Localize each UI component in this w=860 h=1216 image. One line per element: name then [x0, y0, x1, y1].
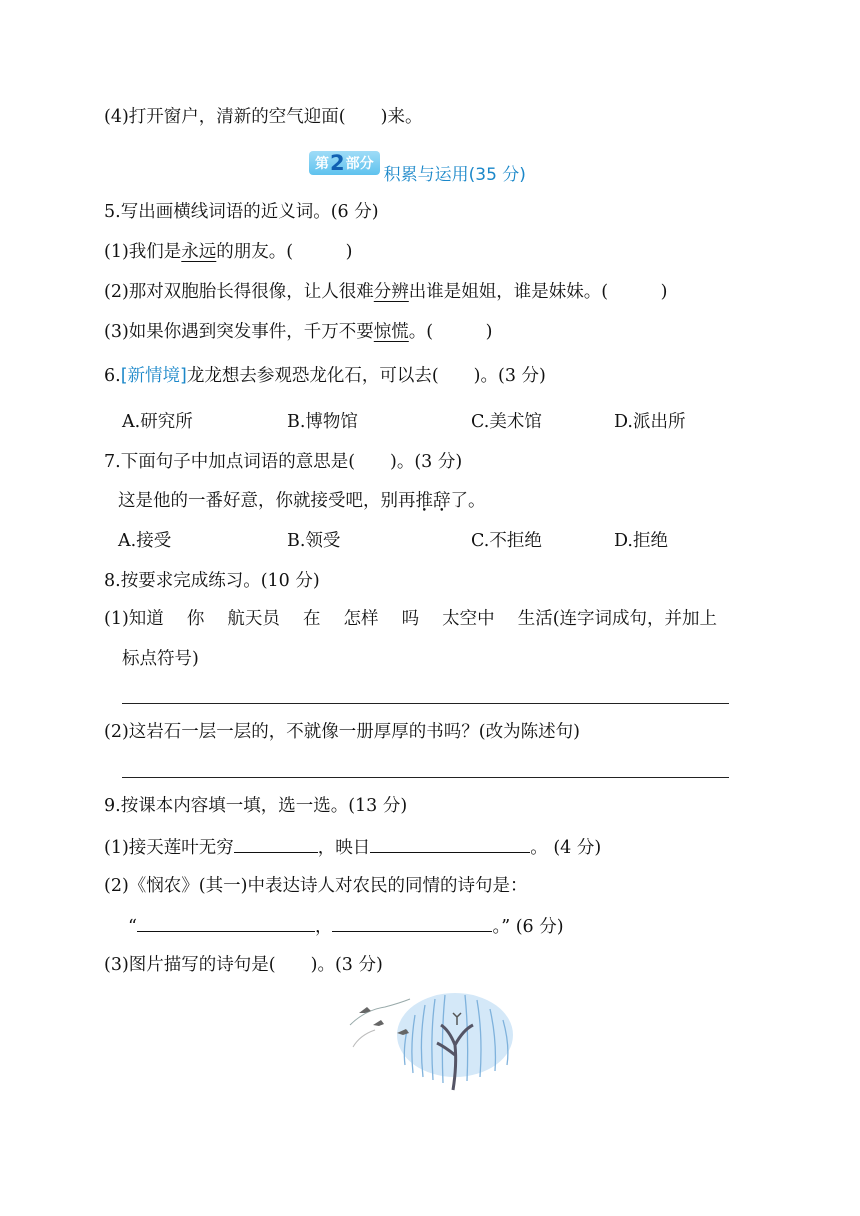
question-5-item-1 [104, 240, 352, 264]
item-text: 的朋友。( ) [216, 242, 353, 262]
question-8-item-1-cont: 标点符号) [122, 649, 199, 669]
question-9-item-2-blanks [128, 913, 564, 939]
question-5-item-3 [104, 320, 492, 344]
question-5-item-2 [104, 280, 667, 304]
q6-option-a[interactable]: A.研究所 [122, 412, 193, 432]
q6-option-b[interactable]: B.博物馆 [287, 412, 358, 432]
question-9-item-3: (3)图片描写的诗句是( )。(3 分) [104, 955, 383, 975]
question-8-item-1: (1)知道 你 航天员 在 怎样 吗 太空中 生活(连字词成句，并加上 [104, 609, 718, 629]
quote-close: 。” (6 分) [492, 917, 564, 937]
answer-line-1[interactable] [122, 703, 729, 704]
sentence-text: 了。 [450, 491, 486, 511]
section-badge [309, 151, 380, 175]
underlined-word: 永远 [181, 242, 217, 262]
willow-tree-with-birds-icon [345, 985, 520, 1095]
dotted-char: 推 [415, 491, 433, 511]
q6-option-d[interactable]: D.派出所 [614, 412, 686, 432]
underlined-word: 惊慌 [373, 322, 409, 342]
question-7-sentence [118, 489, 486, 513]
question-text: 龙龙想去参观恐龙化石，可以去( )。(3 分) [186, 366, 546, 386]
fill-blank[interactable] [234, 834, 318, 853]
item-text: (3)如果你遇到突发事件，千万不要 [104, 322, 374, 342]
question-9-title: 9.按课本内容填一填，选一选。(13 分) [104, 796, 408, 816]
question-4-item-4: (4)打开窗户，清新的空气迎面( )来。 [104, 107, 423, 127]
new-context-tag: [新情境] [120, 366, 187, 386]
dotted-char: 辞 [433, 491, 451, 511]
question-9-item-2: (2)《悯农》(其一)中表达诗人对农民的同情的诗句是： [104, 876, 528, 896]
q7-option-c[interactable]: C.不拒绝 [471, 531, 542, 551]
question-number: 6. [104, 366, 121, 386]
question-7-title: 7.下面句子中加点词语的意思是( )。(3 分) [104, 452, 463, 472]
badge-number: 2 [330, 151, 345, 175]
section-2-header [309, 150, 526, 185]
q6-option-c[interactable]: C.美术馆 [471, 412, 542, 432]
question-8-title: 8.按要求完成练习。(10 分) [104, 571, 320, 591]
underlined-word: 分辨 [373, 282, 409, 302]
comma: ， [314, 917, 333, 937]
item-text: 出谁是姐姐，谁是妹妹。( ) [408, 282, 668, 302]
fill-blank[interactable] [370, 834, 530, 853]
fill-blank[interactable] [137, 913, 315, 932]
item-text: 。 (4 分) [530, 838, 602, 858]
item-text: (2)那对双胞胎长得很像，让人很难 [104, 282, 374, 302]
item-text: (1)接天莲叶无穷 [104, 838, 234, 858]
section-title: 积累与运用(35 分) [383, 164, 526, 185]
question-6-stem [104, 364, 546, 388]
item-text: (1)我们是 [104, 242, 182, 262]
badge-prefix: 第 [315, 156, 329, 172]
fill-blank[interactable] [332, 913, 492, 932]
badge-suffix: 部分 [345, 156, 374, 172]
quote-open: “ [128, 917, 137, 937]
q7-option-d[interactable]: D.拒绝 [614, 531, 668, 551]
sentence-text: 这是他的一番好意，你就接受吧，别再 [118, 491, 416, 511]
question-8-item-2: (2)这岩石一层一层的，不就像一册厚厚的书吗？(改为陈述句) [104, 722, 580, 742]
item-text: ，映日 [317, 838, 371, 858]
answer-line-2[interactable] [122, 777, 729, 778]
q7-option-a[interactable]: A.接受 [118, 531, 172, 551]
q7-option-b[interactable]: B.领受 [287, 531, 341, 551]
question-5-title: 5.写出画横线词语的近义词。(6 分) [104, 202, 379, 222]
item-text: 。( ) [408, 322, 493, 342]
question-9-item-1 [104, 834, 601, 860]
